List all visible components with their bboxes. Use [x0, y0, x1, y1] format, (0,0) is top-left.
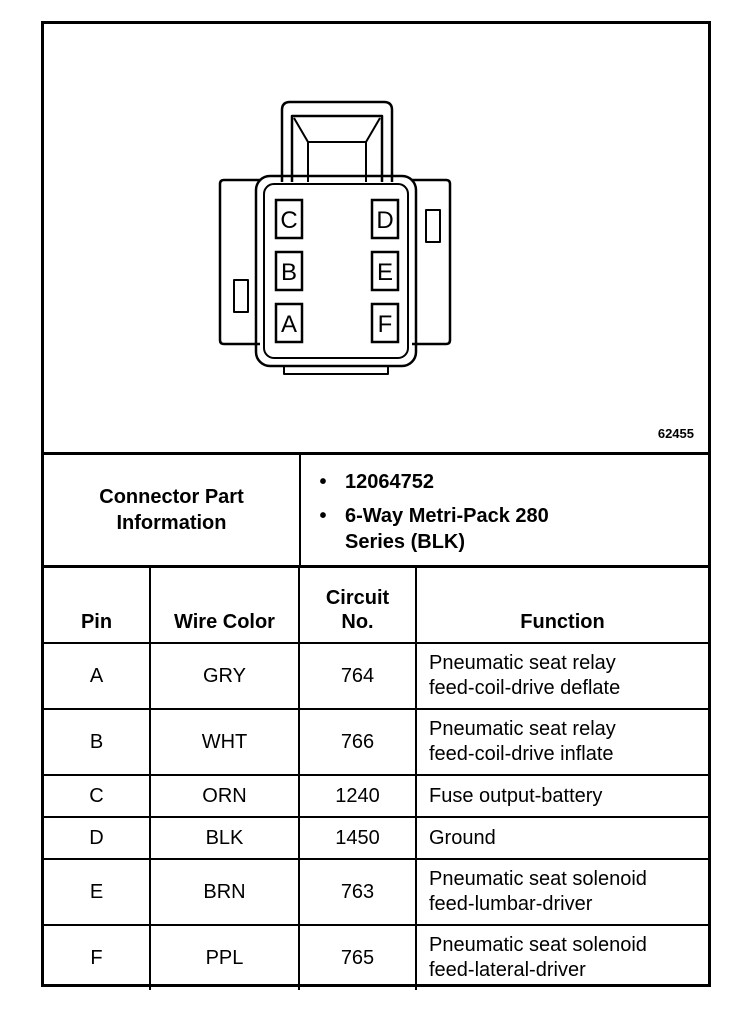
pin-label-d: D	[376, 207, 394, 234]
function-cell: Fuse output-battery	[416, 775, 708, 817]
connector-figure	[44, 24, 708, 455]
header-function: Function	[416, 568, 708, 643]
pin-label-b: B	[280, 259, 298, 286]
table-row	[44, 709, 708, 775]
part-number-item	[301, 469, 701, 495]
header-wire-color: Wire Color	[150, 568, 299, 643]
table-row	[44, 925, 708, 990]
bullet: •	[319, 505, 327, 527]
header-circuit-no: Circuit No.	[299, 568, 416, 643]
table-row	[44, 817, 708, 859]
connector-diagram	[44, 24, 708, 452]
function-cell: Pneumatic seat relay feed-coil-drive deflate	[416, 643, 708, 709]
table-header-row	[44, 568, 708, 643]
pin-label-f: F	[377, 311, 393, 338]
pin-cell: B	[44, 709, 150, 775]
circuit-cell: 764	[299, 643, 416, 709]
table-row	[44, 775, 708, 817]
pin-table	[44, 568, 708, 990]
circuit-cell: 766	[299, 709, 416, 775]
pin-label-c: C	[280, 207, 298, 234]
circuit-cell: 1450	[299, 817, 416, 859]
wire-color-cell: WHT	[150, 709, 299, 775]
right-keyway	[426, 210, 440, 242]
pin-label-e: E	[376, 259, 394, 286]
function-cell: Pneumatic seat relay feed-coil-drive inflate	[416, 709, 708, 775]
circuit-cell: 765	[299, 925, 416, 990]
pin-cell: F	[44, 925, 150, 990]
circuit-cell: 763	[299, 859, 416, 925]
function-cell: Pneumatic seat solenoid feed-lateral-driver	[416, 925, 708, 990]
wire-color-cell: GRY	[150, 643, 299, 709]
pin-cavities	[276, 200, 398, 342]
pin-cell: E	[44, 859, 150, 925]
latch-inner	[292, 116, 382, 182]
connector-part-info	[44, 455, 708, 568]
wire-color-cell: BLK	[150, 817, 299, 859]
pin-cell: A	[44, 643, 150, 709]
part-number: 12064752	[345, 471, 434, 493]
wire-color-cell: BRN	[150, 859, 299, 925]
connector-sheet	[41, 21, 711, 987]
connector-type: 6-Way Metri-Pack 280 Series (BLK)	[345, 505, 549, 553]
pin-label-a: A	[280, 311, 298, 338]
pin-cell: D	[44, 817, 150, 859]
table-row	[44, 859, 708, 925]
function-cell: Ground	[416, 817, 708, 859]
bullet: •	[319, 471, 327, 493]
connector-type-item	[301, 503, 701, 555]
figure-number: 62455	[657, 426, 694, 441]
left-wing	[220, 180, 260, 344]
header-pin: Pin	[44, 568, 150, 643]
function-cell: Pneumatic seat solenoid feed-lumbar-driver	[416, 859, 708, 925]
wire-color-cell: PPL	[150, 925, 299, 990]
connector-info-list	[301, 469, 701, 563]
table-row	[44, 643, 708, 709]
connector-info-label: Connector Part Information	[44, 455, 301, 565]
left-keyway	[234, 280, 248, 312]
wire-color-cell: ORN	[150, 775, 299, 817]
circuit-cell: 1240	[299, 775, 416, 817]
pin-cell: C	[44, 775, 150, 817]
right-wing	[412, 180, 450, 344]
